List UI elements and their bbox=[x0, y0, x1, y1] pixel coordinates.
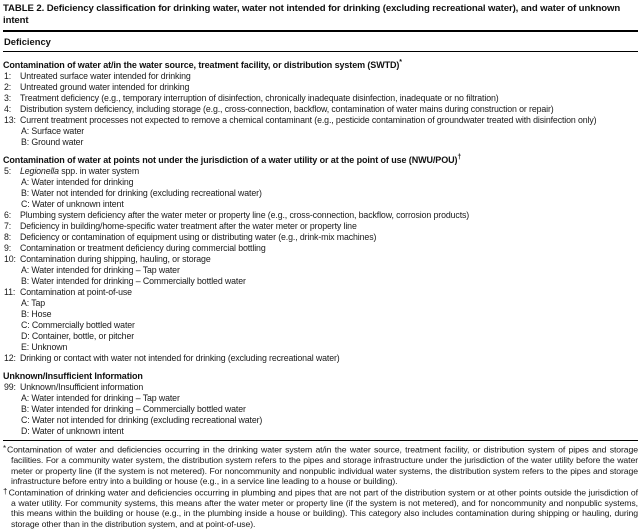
subitem-text: C: Commercially bottled water bbox=[21, 320, 135, 330]
section-header-text: Contamination of water at/in the water source, treatment facility, or distribution system (SWTD) bbox=[3, 60, 400, 70]
item-text bbox=[20, 243, 266, 254]
item-italic-text: Legionella bbox=[20, 166, 59, 176]
subitem-text: B: Water intended for drinking – Commercially bottled water bbox=[21, 276, 246, 286]
item-plain-text: Deficiency in building/home-specific water treatment after the water meter or property line bbox=[20, 221, 357, 231]
section-items bbox=[3, 71, 638, 148]
item-text bbox=[20, 115, 596, 126]
item-number: 10: bbox=[4, 254, 16, 264]
deficiency-subitem-row bbox=[3, 137, 638, 148]
subitem-text: D: Container, bottle, or pitcher bbox=[21, 331, 135, 341]
footnote-marker: * bbox=[3, 444, 7, 453]
item-plain-text: Untreated surface water intended for drinking bbox=[20, 71, 191, 81]
item-text bbox=[20, 254, 211, 265]
item-plain-text: Deficiency or contamination of equipment using or distributing water (e.g., drink-mix machines) bbox=[20, 232, 377, 242]
item-text bbox=[20, 353, 340, 364]
deficiency-subitem-row bbox=[3, 415, 638, 426]
item-number: 2: bbox=[4, 82, 12, 92]
item-plain-text: Drinking or contact with water not intended for drinking (excluding recreational water) bbox=[20, 353, 340, 363]
footnote-marker: † bbox=[3, 486, 8, 496]
section-header bbox=[3, 54, 638, 71]
item-number: 6: bbox=[4, 210, 12, 220]
subitem-text: A: Water intended for drinking – Tap water bbox=[21, 265, 180, 275]
deficiency-item-row bbox=[3, 115, 638, 126]
item-plain-text: Plumbing system deficiency after the water meter or property line (e.g., cross-connection, backflow, corrosion products) bbox=[20, 210, 470, 220]
subitem-text: B: Water not intended for drinking (excluding recreational water) bbox=[21, 188, 262, 198]
deficiency-item-row bbox=[3, 71, 638, 82]
deficiency-subitem-row bbox=[3, 188, 638, 199]
subitem-text: E: Unknown bbox=[21, 342, 68, 352]
item-text bbox=[20, 104, 554, 115]
deficiency-subitem-row bbox=[3, 426, 638, 437]
deficiency-subitem-row bbox=[3, 199, 638, 210]
deficiency-subitem-row bbox=[3, 320, 638, 331]
subitem-text: A: Water intended for drinking – Tap water bbox=[21, 393, 180, 403]
footnotes bbox=[3, 441, 638, 529]
subitem-text: C: Water of unknown intent bbox=[21, 199, 124, 209]
item-number: 9: bbox=[4, 243, 12, 253]
section-items bbox=[3, 382, 638, 437]
deficiency-subitem-row bbox=[3, 177, 638, 188]
subitem-text: A: Tap bbox=[21, 298, 46, 308]
item-plain-text: Treatment deficiency (e.g., temporary interruption of disinfection, chronically inadequate disinfection, inadequate or no filtration) bbox=[20, 93, 499, 103]
item-text bbox=[20, 382, 143, 393]
deficiency-item-row bbox=[3, 166, 638, 177]
deficiency-item-row bbox=[3, 353, 638, 364]
subitem-text: D: Water of unknown intent bbox=[21, 426, 124, 436]
item-text bbox=[20, 221, 357, 232]
subitem-text: A: Water intended for drinking bbox=[21, 177, 134, 187]
deficiency-item-row bbox=[3, 93, 638, 104]
item-plain-text: spp. in water system bbox=[58, 166, 140, 176]
item-number: 1: bbox=[4, 71, 12, 81]
deficiency-item-row bbox=[3, 221, 638, 232]
item-plain-text: Unknown/Insufficient information bbox=[20, 382, 144, 392]
section-items bbox=[3, 166, 638, 364]
subitem-text: A: Surface water bbox=[21, 126, 85, 136]
subitem-text: B: Water intended for drinking – Commercially bottled water bbox=[21, 404, 246, 414]
item-plain-text: Contamination or treatment deficiency during commercial bottling bbox=[20, 243, 266, 253]
section-header-text: Unknown/Insufficient Information bbox=[3, 371, 143, 381]
footnote-text: Contamination of water and deficiencies occurring in the drinking water system at/in the water source, treatment facility, or distribution system of pipes and storage facilities. For a community water system, the distribution system refers to the pipes and storage infrastructure under the jurisdiction of the water utility before the water meter or property line (if the system is not metered). For noncommunity and nonpublic individual water systems, the distribution system refers to the pipes and storage infrastructure before entry into a building or house (e.g., in a service line leading to a house or building). bbox=[7, 444, 638, 486]
table-title: TABLE 2. Deficiency classification for drinking water, water not intended for drinking (excluding recreational water), and water of unknown intent bbox=[3, 3, 621, 26]
item-number: 12: bbox=[4, 353, 16, 363]
section-footnote-marker: † bbox=[457, 154, 462, 161]
subitem-text: B: Ground water bbox=[21, 137, 84, 147]
section-footnote-marker: * bbox=[399, 59, 402, 66]
deficiency-subitem-row bbox=[3, 298, 638, 309]
item-number: 4: bbox=[4, 104, 12, 114]
item-text bbox=[20, 232, 376, 243]
footnote bbox=[3, 444, 638, 487]
item-number: 99: bbox=[4, 382, 16, 392]
section-header-text: Contamination of water at points not under the jurisdiction of a water utility or at the point of use (NWU/POU) bbox=[3, 155, 458, 165]
deficiency-item-row bbox=[3, 254, 638, 265]
deficiency-section bbox=[3, 365, 638, 437]
item-plain-text: Current treatment processes not expected to remove a chemical contaminant (e.g., pesticide contamination of groundwater treated with disinfection only) bbox=[20, 115, 597, 125]
table-body bbox=[3, 52, 638, 437]
item-number: 13: bbox=[4, 115, 16, 125]
deficiency-item-row bbox=[3, 382, 638, 393]
section-header bbox=[3, 149, 638, 166]
deficiency-subitem-row bbox=[3, 331, 638, 342]
item-text bbox=[20, 166, 139, 177]
item-text bbox=[20, 82, 189, 93]
deficiency-section bbox=[3, 54, 638, 148]
deficiency-item-row bbox=[3, 232, 638, 243]
deficiency-section bbox=[3, 149, 638, 364]
deficiency-item-row bbox=[3, 210, 638, 221]
deficiency-item-row bbox=[3, 82, 638, 93]
item-plain-text: Contamination at point-of-use bbox=[20, 287, 132, 297]
item-plain-text: Distribution system deficiency, including storage (e.g., cross-connection, backflow, contamination of water mains during construction or repair) bbox=[20, 104, 554, 114]
deficiency-item-row bbox=[3, 243, 638, 254]
deficiency-subitem-row bbox=[3, 265, 638, 276]
deficiency-subitem-row bbox=[3, 309, 638, 320]
deficiency-subitem-row bbox=[3, 126, 638, 137]
column-header-deficiency: Deficiency bbox=[4, 36, 51, 47]
item-number: 3: bbox=[4, 93, 12, 103]
subitem-text: C: Water not intended for drinking (excluding recreational water) bbox=[21, 415, 263, 425]
deficiency-subitem-row bbox=[3, 342, 638, 353]
deficiency-subitem-row bbox=[3, 393, 638, 404]
item-plain-text: Untreated ground water intended for drinking bbox=[20, 82, 190, 92]
item-plain-text: Contamination during shipping, hauling, or storage bbox=[20, 254, 211, 264]
footnote-text: Contamination of drinking water and deficiencies occurring in plumbing and pipes that are not part of the distribution system or at other points outside the jurisdiction of a water utility. For community systems, this means after the water meter or property line (if the system is not metered), and for noncommunity and nonpublic systems, this means within the building or house (e.g., in the plumbing inside a house or building). This category also includes contamination during shipping or hauling, during storage other than in the distribution system, and at point-of-use). bbox=[8, 487, 638, 529]
item-text bbox=[20, 71, 191, 82]
item-number: 5: bbox=[4, 166, 12, 176]
deficiency-subitem-row bbox=[3, 404, 638, 415]
item-number: 7: bbox=[4, 221, 12, 231]
deficiency-subitem-row bbox=[3, 276, 638, 287]
item-text bbox=[20, 93, 499, 104]
deficiency-item-row bbox=[3, 287, 638, 298]
deficiency-item-row bbox=[3, 104, 638, 115]
item-number: 8: bbox=[4, 232, 12, 242]
section-header bbox=[3, 365, 638, 382]
subitem-text: B: Hose bbox=[21, 309, 52, 319]
footnote bbox=[3, 487, 638, 529]
item-text bbox=[20, 287, 132, 298]
item-text bbox=[20, 210, 469, 221]
item-number: 11: bbox=[4, 287, 16, 297]
